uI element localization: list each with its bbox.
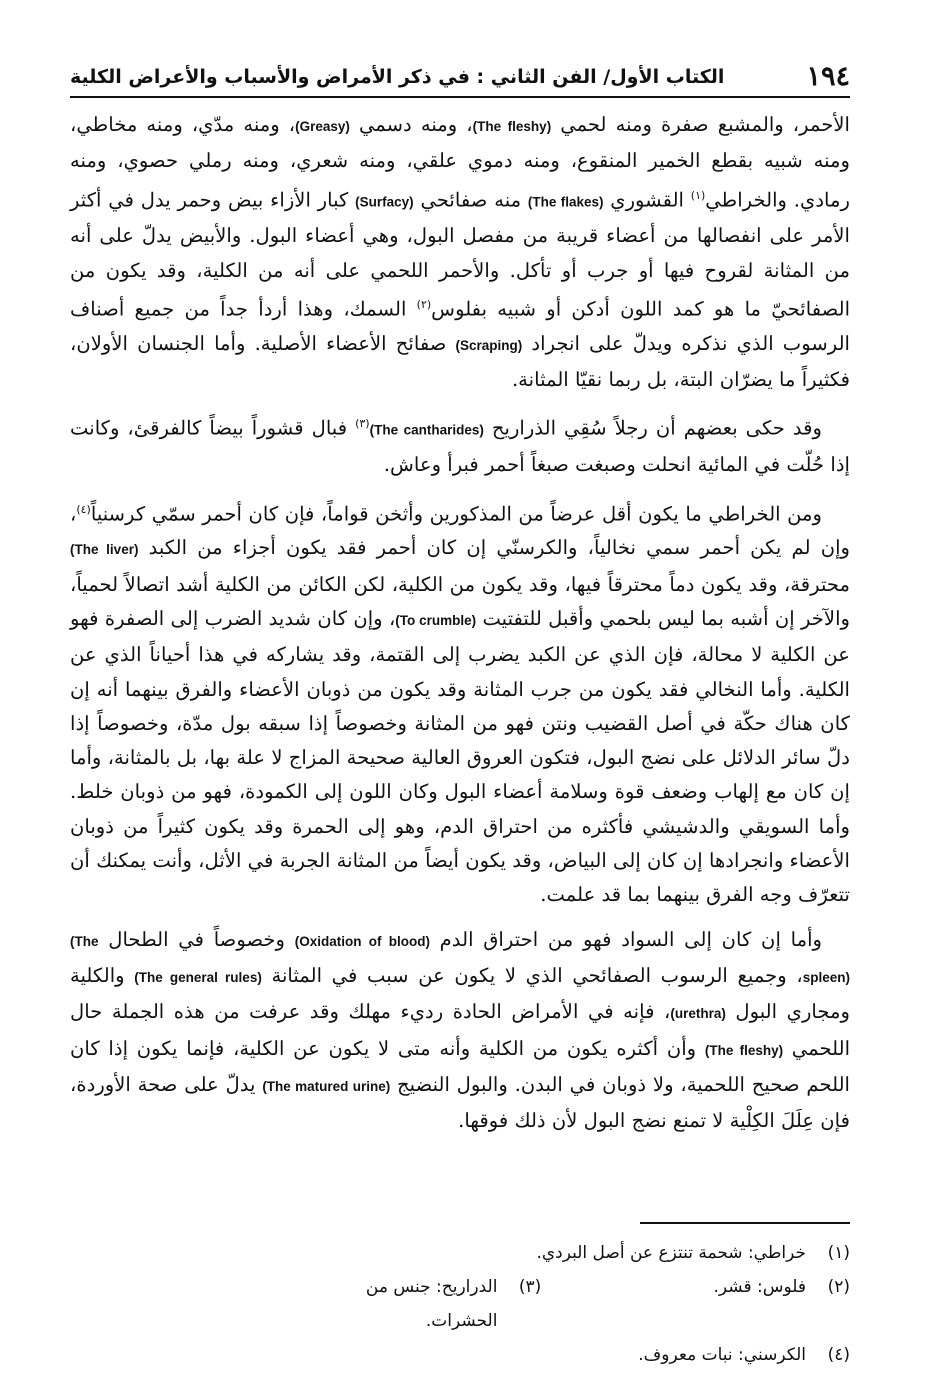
- footnote-row-3: [220, 1338, 850, 1372]
- footnote-ref: (٣): [355, 417, 370, 431]
- footnote-ref: (١): [690, 188, 706, 202]
- english-term: (The fleshy): [472, 119, 552, 134]
- footnote-1: [536, 1236, 850, 1270]
- english-term: (The cantharides): [369, 422, 484, 438]
- paragraph-1: [70, 108, 850, 397]
- text-run: وأن أكثره يكون من الكلية وأنه متى لا يكون عن الكلية، فإنما يكون إذا كان اللحم صحيح اللحمية، ولا ذوبان في البدن. والبول النضيج: [70, 1036, 851, 1096]
- english-term: (Surfacy): [355, 194, 414, 210]
- text-run: يدلّ على صحة الأوردة، فإن عِلَلَ الكِلْية لا تمنع نضج البول لأن ذلك فوقها.: [70, 1072, 850, 1133]
- english-term: (The spleen): [70, 933, 850, 985]
- page-number: ١٩٤: [806, 61, 850, 92]
- text-run: وقد حكى بعضهم أن رجلاً سُقِي الذراريح: [483, 416, 822, 440]
- text-run: القشوري: [603, 188, 691, 212]
- text-run: وخصوصاً في الطحال: [98, 927, 295, 951]
- english-term: (The matured urine): [262, 1078, 391, 1094]
- text-run: ، فإنه في الأمراض الحادة رديء مهلك وقد عرفت من هذه الجملة حال اللحمي: [70, 1000, 851, 1060]
- text-run: الأحمر، والمشبع صفرة ومنه لحمي: [551, 113, 850, 136]
- paragraph-4: [70, 923, 850, 1139]
- footnotes: [220, 1236, 850, 1372]
- english-term: (Oxidation of blood): [294, 933, 430, 949]
- footnote-2: [611, 1270, 850, 1338]
- footnote-number: (٣): [518, 1277, 542, 1297]
- footnote-ref: (٢): [416, 298, 432, 312]
- footnote-ref: (٤): [76, 502, 91, 516]
- main-text: [70, 108, 850, 1148]
- text-run: وأما إن كان إلى السواد فهو من احتراق الدم: [429, 927, 822, 951]
- text-run: ، وإن لم يكن أحمر سمي نخالياً، والكرسنّي إن كان أحمر فقد يكون أجزاء من الكبد: [70, 502, 850, 560]
- english-term: (The flakes): [527, 194, 604, 210]
- english-term: (The general rules): [134, 969, 262, 985]
- text-run: فبال قشوراً بيضاً كالفرقئ، وكانت إذا حُلّت في المائية انحلت وصبغت صبغاً أحمر فبرأ وعاش.: [70, 416, 850, 477]
- text-run: السمك، وهذا أردأ جداً من جميع أصناف الرسوب الذي نذكره ويدلّ على انجراد: [70, 297, 851, 355]
- running-title: الكتاب الأول/ الفن الثاني : في ذكر الأمراض والأسباب والأعراض الكلية: [70, 66, 725, 88]
- page-header: [70, 46, 850, 96]
- footnote-text: الدراريح: جنس من الحشرات.: [365, 1277, 498, 1331]
- footnote-row-1: [220, 1236, 850, 1270]
- text-run: منه صفائحي: [413, 188, 528, 212]
- paragraph-3: [70, 493, 850, 913]
- text-run: محترقة، وقد يكون دماً محترقاً فيها، وقد يكون من الكلية، لكن الكائن من الكلية أشد اتصالاً لحمياً، والآخر إن أشبه بما ليس بلحمي وأقبل للتفتيت: [70, 572, 850, 630]
- footnote-number: (٤): [827, 1345, 850, 1365]
- header-rule: [70, 96, 850, 98]
- text-run: كبار الأزاء بيض وحمر يدل في أكثر الأمر على انفصالها من أعضاء قريبة من مفصل البول، وهي أعضاء البول. والأبيض يدلّ على أنه من المثانة لقروح فيها أو جرب أو تأكل. والأحمر اللحمي على أنه من الكلية، وقد يكون من الصفائحيّ ما هو كمد اللون أدكن أو شبيه بفلوس: [70, 188, 851, 321]
- text-run: والكلية ومجاري البول: [70, 963, 850, 1024]
- english-term: (The liver): [70, 542, 139, 558]
- footnote-row-2: [220, 1270, 850, 1338]
- footnote-4: [638, 1338, 850, 1372]
- footnote-number: (١): [827, 1243, 850, 1263]
- english-term: (Scraping): [455, 337, 523, 353]
- english-term: (Greasy): [295, 119, 350, 134]
- text-run: ، ومنه مدّي، ومنه مخاطي، ومنه شبيه بقطع الخمير المنقوع، ومنه دموي علقي، ومنه شعري، ومنه رملي حصوي، ومنه رمادي. والخراطي: [70, 113, 850, 212]
- text-run: ، ومنه دسمي: [349, 113, 473, 136]
- footnote-text: الكرسني: نبات معروف.: [638, 1345, 806, 1365]
- footnote-3: [290, 1270, 541, 1338]
- text-run: ، وجميع الرسوب الصفائحي الذي لا يكون عن سبب في المثانة: [261, 963, 803, 987]
- text-run: ومن الخراطي ما يكون أقل عرضاً من المذكورين وأثخن قواماً، فإن كان أحمر سمّي كرسنياً: [90, 502, 822, 526]
- footnote-text: فلوس: قشر.: [713, 1277, 806, 1297]
- english-term: (To crumble): [395, 612, 477, 628]
- text-run: صفائح الأعضاء الأصلية. وأما الجنسان الأولان، فكثيراً ما يضرّان البتة، بل ربما نقيّا المثانة.: [70, 331, 850, 392]
- paragraph-2: [70, 407, 850, 482]
- footnote-rule: [640, 1222, 850, 1224]
- footnote-text: خراطي: شحمة تنتزع عن أصل البردي.: [536, 1243, 806, 1263]
- footnote-number: (٢): [827, 1277, 850, 1297]
- english-term: (The fleshy): [704, 1042, 784, 1058]
- text-run: ، وإن كان شديد الضرب إلى الصفرة فهو عن الكلية لا محالة، فإن الذي عن الكبد يضرب إلى القتمة، وقد يشاركه في هذا أحياناً الذي عن الكلية. وأما النخالي فقد يكون من جرب المثانة وقد يكون من ذوبان الأعضاء والفرق بينهما أنه إن كان هناك حكّة في أصل القضيب ونتن فهو من المثانة وخصوصاً إذا سبقه بول مدّة، وخصوصاً إذا دلّ سائر الدلائل على نضج البول، فتكون العروق العالية صحيحة المزاج لا علة بها، بل بالمثانة، وأما إن كان مع إلهاب وضعف قوة وسلامة أعضاء البول وكان اللون إلى الكمودة، فهو من ذوبان خلط. وأما السويقي والدشيشي فأكثره من احتراق الدم، وهو إلى الحمرة وقد يكون كثيراً من ذوبان الأعضاء وانجرادها إن كان إلى البياض، وقد يكون أيضاً من المثانة الجربة في الأثل، وأنت يمكنك أن تتعرّف وجه الفرق بينهما بما قد علمت.: [70, 606, 850, 907]
- english-term: (urethra): [670, 1006, 726, 1022]
